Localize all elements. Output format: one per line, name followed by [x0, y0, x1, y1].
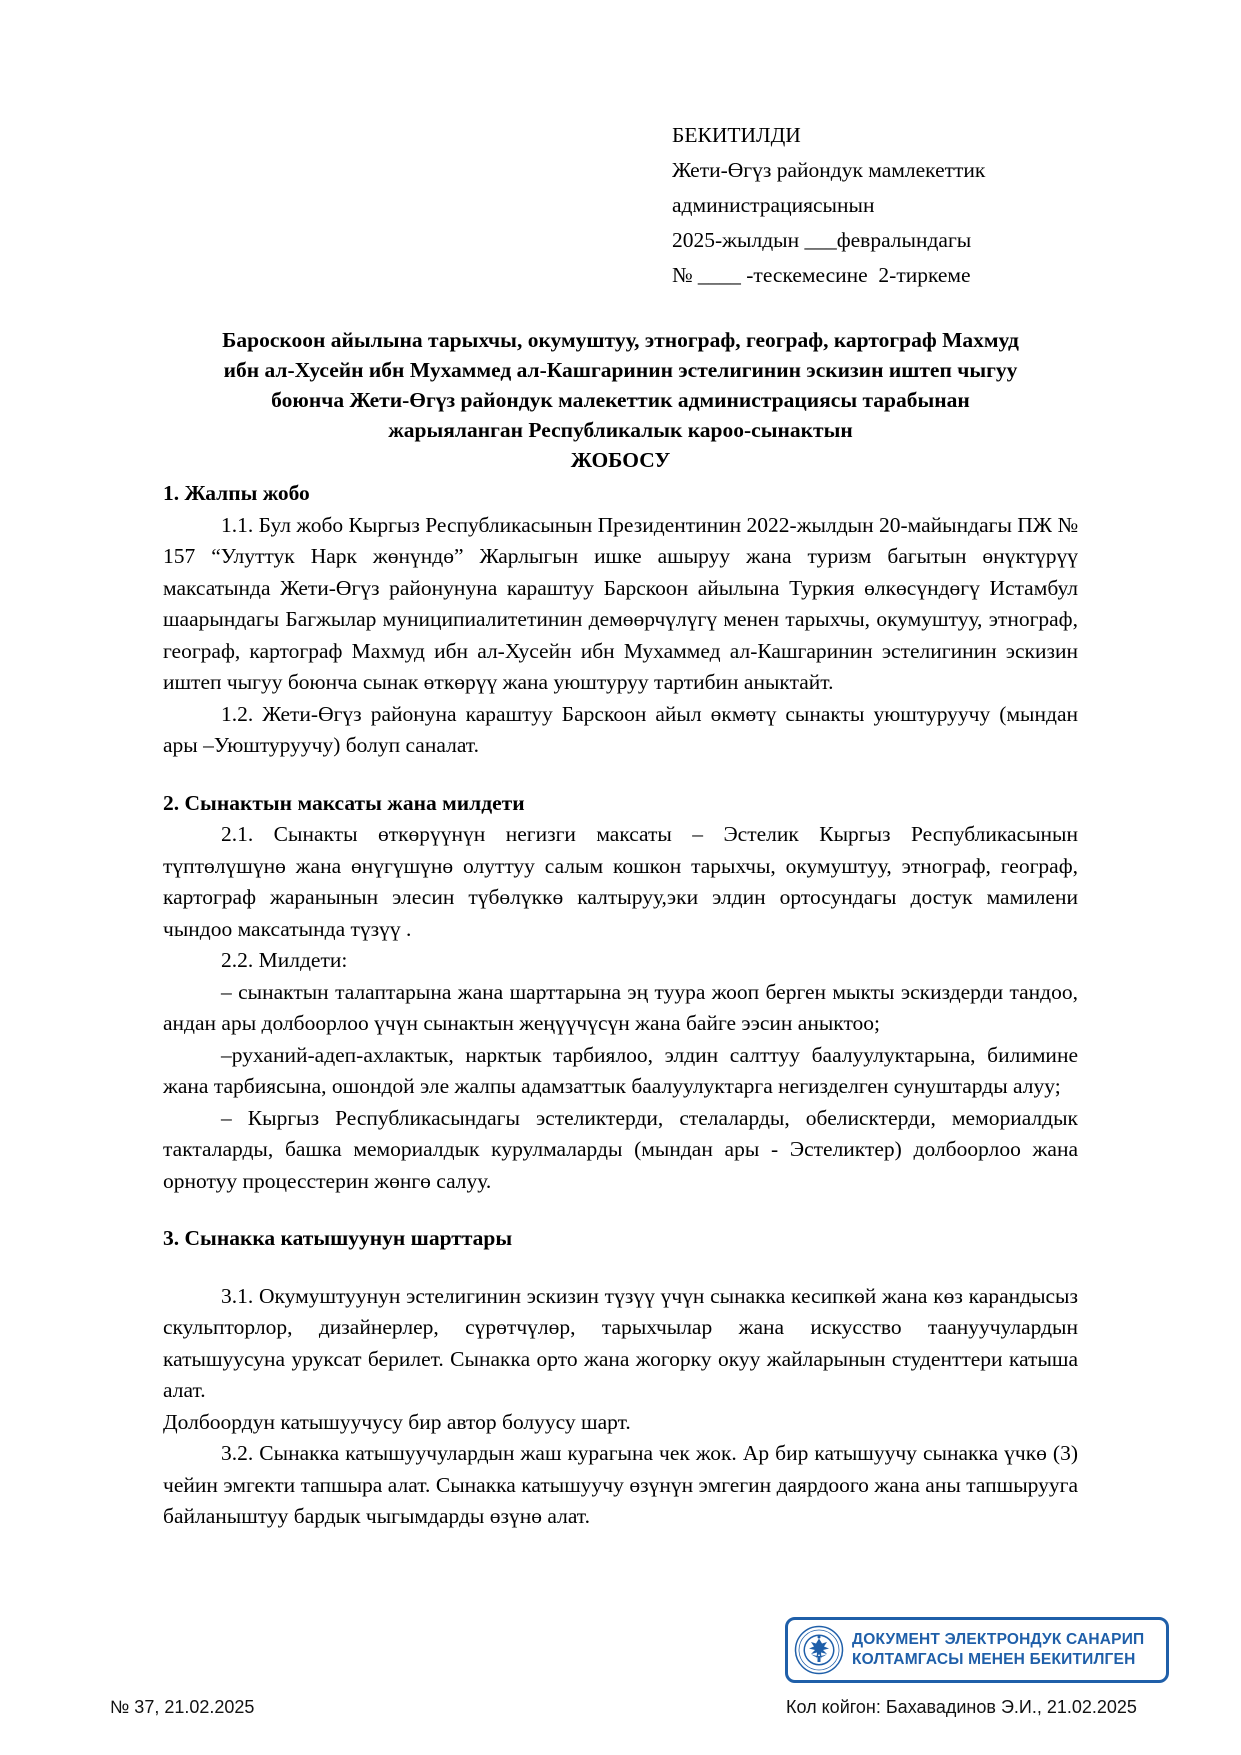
document-title: [163, 325, 1078, 475]
bullet-2-2-a: – сынактын талаптарына жана шарттарына эң туура жооп берген мыкты эскиздерди тандоо, андан ары долбоорлоо үчүн сынактын жеңүүчүсүн жана байге ээсин аныктоо;: [163, 979, 1078, 1035]
approval-line-1: БЕКИТИЛДИ: [672, 123, 801, 147]
title-line-5: ЖОБОСУ: [570, 448, 671, 472]
section-spacer: [163, 762, 1078, 788]
paragraph-3-1-extra: Долбоордун катышуучусу бир автор болуусу шарт.: [163, 1409, 631, 1434]
section-heading-2: 2. Сынактын максаты жана милдети: [163, 790, 525, 815]
approval-line-5: № ____ -тескемесине 2-тиркеме: [672, 263, 971, 287]
paragraph-3-2: 3.2. Сынакка катышуучулардын жаш курагына чек жок. Ар бир катышуучу сынакка үчкө (3) чейин эмгекти тапшыра алат. Сынакка катышуучу өзүнүн эмгегин даярдоого жана аны тапшырууга байланыштуу бардык чыгымдарды өзүнө алат.: [163, 1441, 1078, 1528]
approval-line-2: Жети-Өгүз райондук мамлекеттик: [672, 158, 986, 182]
paragraph-1-2: 1.2. Жети-Өгүз районуна караштуу Барскоон айыл өкмөтү сынакты уюштуруучу (мындан ары –Уюштуруучу) болуп саналат.: [163, 701, 1078, 757]
footer-document-number: № 37, 21.02.2025: [110, 1697, 255, 1717]
section-spacer-2: [163, 1197, 1078, 1223]
bullet-2-2-b: –руханий-адеп-ахлактык, нарктык тарбиялоо, элдин салттуу баалуулуктарына, билимине жана тарбиясына, ошондой эле жалпы адамзаттык баалуулуктарга негизделген сунуштарды алуу;: [163, 1042, 1078, 1098]
paragraph-1-1: 1.1. Бул жобо Кыргыз Республикасынын Президентинин 2022-жылдын 20-майындагы ПЖ № 157 “Улуттук Нарк жөнүндө” Жарлыгын ишке ашыруу жана туризм багытын өнүктүрүү максатында Жети-Өгүз районунуна караштуу Барскоон айылына Туркия өлкөсүндөгү Истамбул шаарындагы Багжылар муниципиалитетинин демөөрчүлүгү менен тарыхчы, окумуштуу, этнограф, географ, картограф Махмуд ибн ал-Хусейн ибн Мухаммед ал-Кашгаринин эстелигинин эскизин иштеп чыгуу боюнча сынак өткөрүү жана уюштуруу тартибин аныктайт.: [163, 512, 1078, 694]
approval-block: [672, 118, 1102, 293]
kyrgyz-republic-emblem-icon: [794, 1625, 844, 1675]
title-line-3: боюнча Жети-Өгүз райондук малекеттик администрациясы тарабынан: [271, 388, 970, 412]
paragraph-2-1: 2.1. Сынакты өткөрүүнүн негизги максаты – Эстелик Кыргыз Республикасынын түптөлүшүнө жана өнүгүшүнө олуттуу салым кошкон тарыхчы, окумуштуу, этнограф, географ, картограф жаранынын элесин түбөлүккө калтыруу,эки элдин ортосундагы достук мамилени чындоо максатында түзүү .: [163, 822, 1078, 941]
bullet-2-2-c: – Кыргыз Республикасындагы эстеликтерди, стелаларды, обелисктерди, мемориалдык такталарды, башка мемориалдык курулмаларды (мындан ары - Эстеликтер) долбоорлоо жана орнотуу процесстерин жөнгө салуу.: [163, 1105, 1078, 1193]
electronic-signature-stamp: [785, 1617, 1169, 1683]
paragraph-3-1: 3.1. Окумуштуунун эстелигинин эскизин түзүү үчүн сынакка кесипкөй жана көз карандысыз скульпторлор, дизайнерлер, сүрөтчүлөр, тарыхчылар жана искусство таануучулардын катышуусуна уруксат берилет. Сынакка орто жана жогорку окуу жайларынын студенттери катыша алат.: [163, 1283, 1078, 1402]
paragraph-2-2: 2.2. Милдети:: [221, 948, 348, 972]
stamp-text: [852, 1630, 1144, 1670]
approval-line-4: 2025-жылдын ___февралындагы: [672, 228, 972, 252]
title-line-2: ибн ал-Хусейн ибн Мухаммед ал-Кашгаринин эстелигинин эскизин иштеп чыгуу: [223, 358, 1018, 382]
heading-spacer-3: [163, 1255, 1078, 1281]
footer-signer: Кол койгон: Бахавадинов Э.И., 21.02.2025: [786, 1697, 1137, 1717]
stamp-line-2: КОЛТАМГАСЫ МЕНЕН БЕКИТИЛГЕН: [852, 1651, 1136, 1668]
title-line-1: Бароскоон айылына тарыхчы, окумуштуу, этнограф, географ, картограф Махмуд: [222, 328, 1019, 352]
document-body: [163, 478, 1078, 1533]
stamp-line-1: ДОКУМЕНТ ЭЛЕКТРОНДУК САНАРИП: [852, 1631, 1145, 1648]
section-heading-3: 3. Сынакка катышуунун шарттары: [163, 1226, 513, 1250]
title-line-4: жарыяланган Республикалык кароо-сынактын: [388, 418, 853, 442]
approval-line-3: администрациясынын: [672, 193, 875, 217]
section-heading-1: 1. Жалпы жобо: [163, 481, 310, 505]
